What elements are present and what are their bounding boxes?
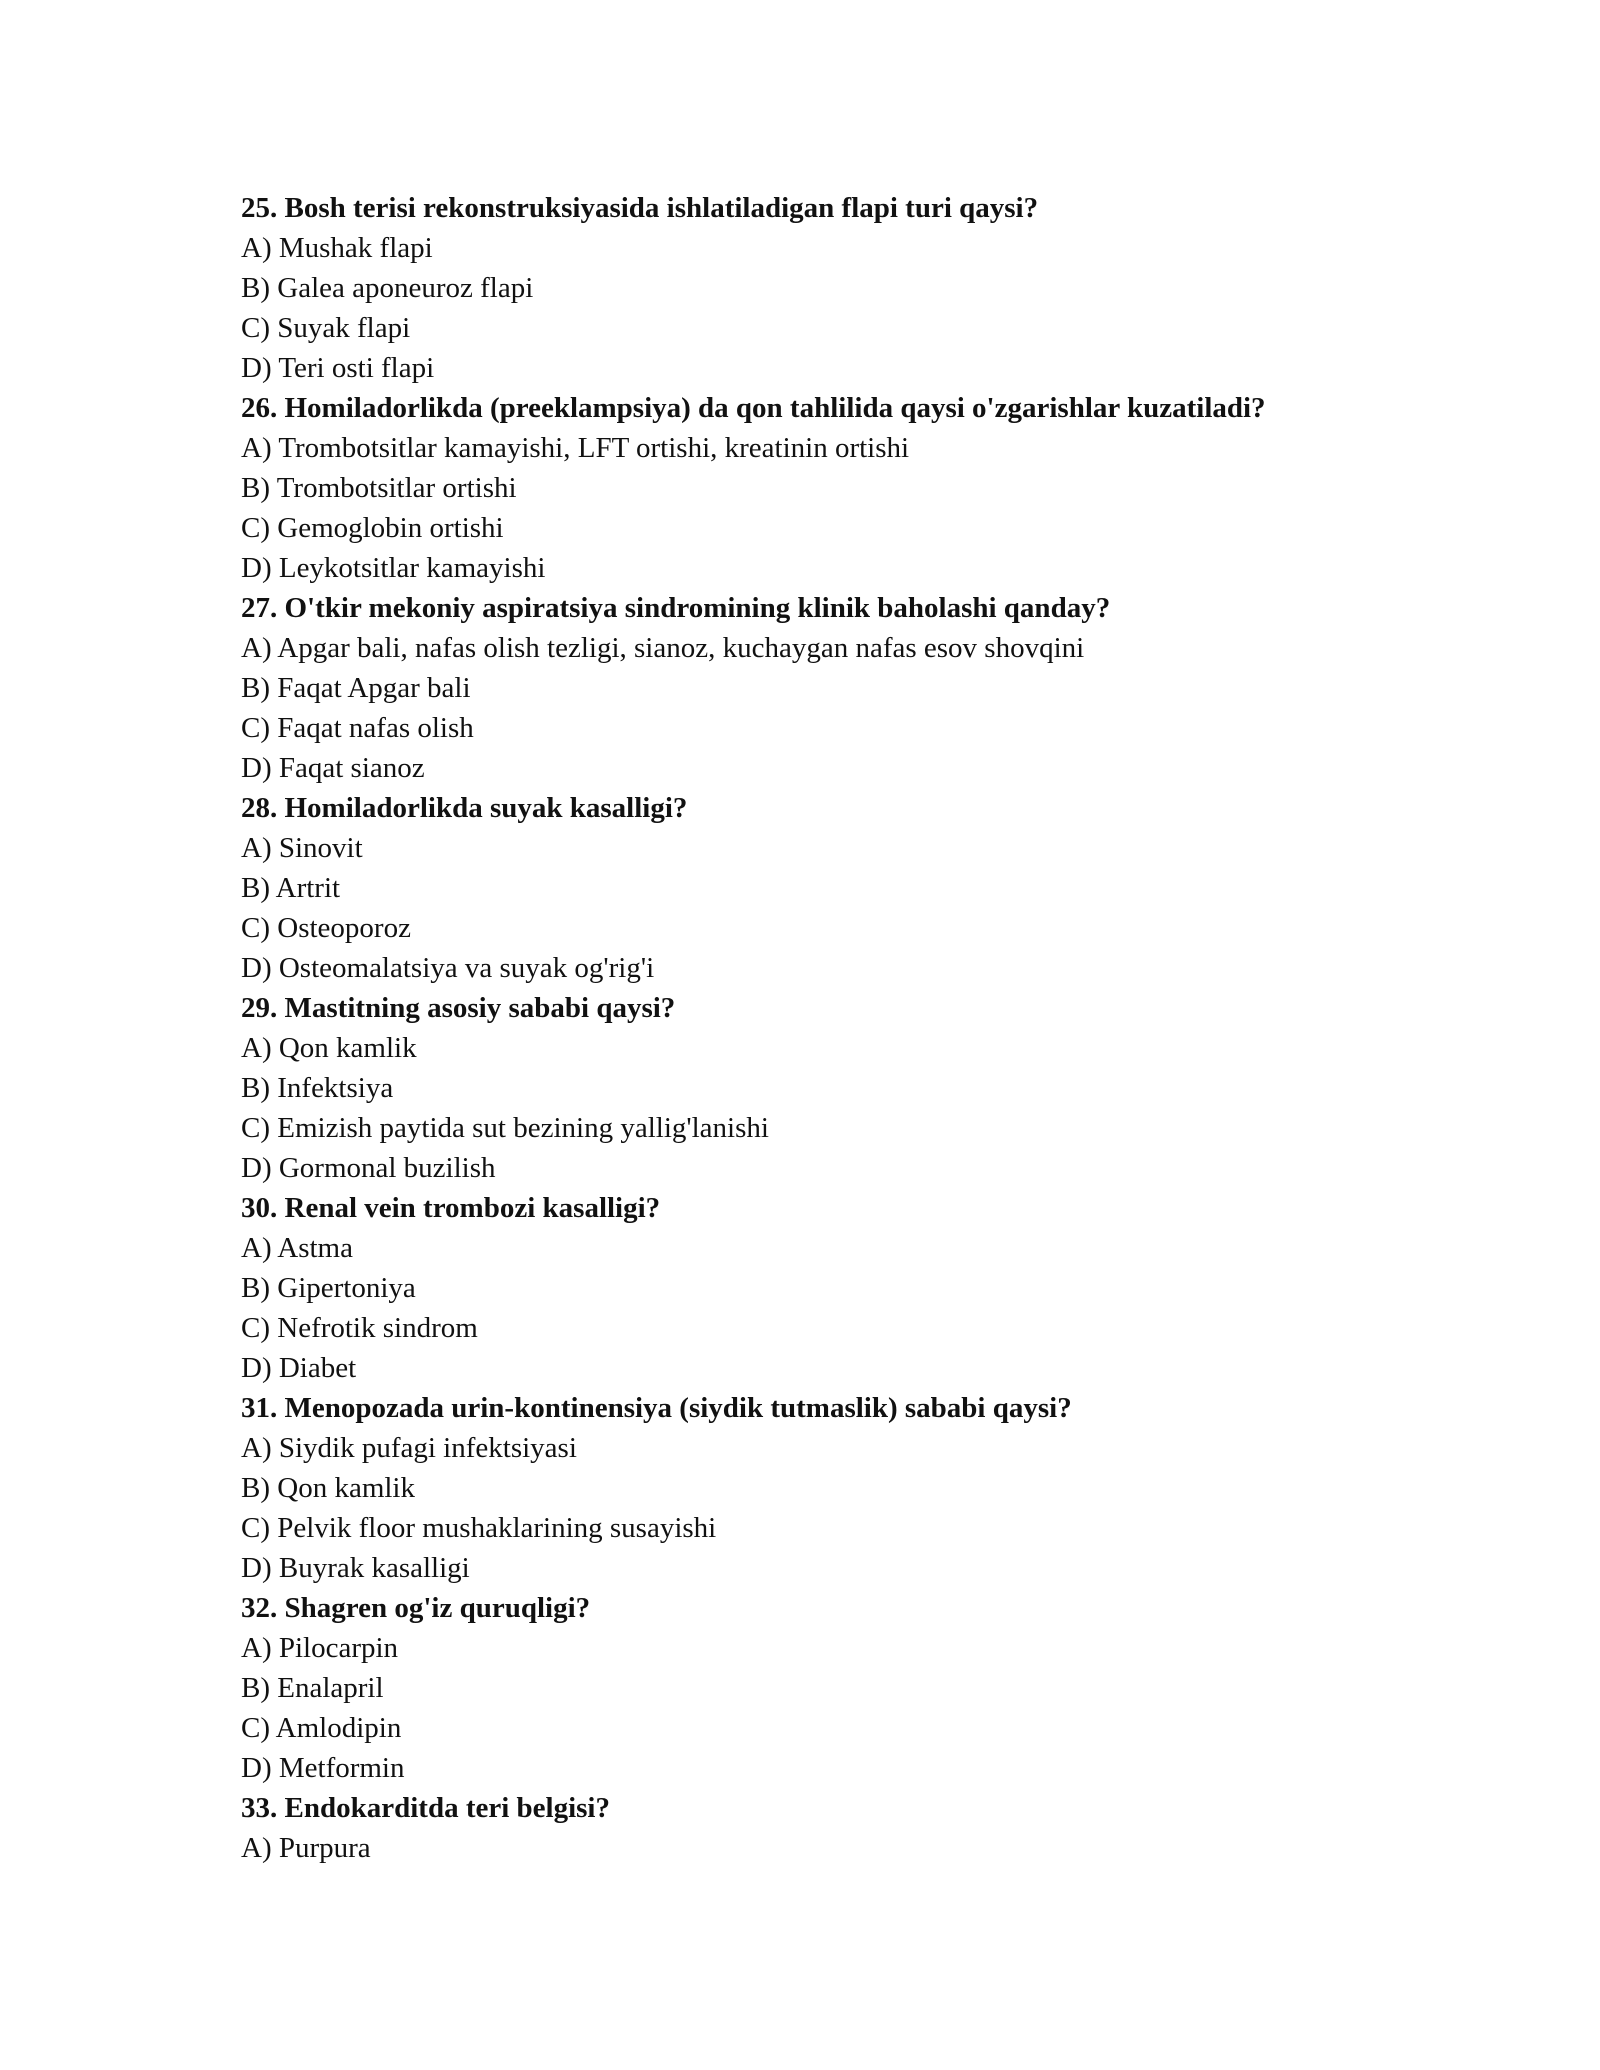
answer-option-a: A) Astma [241, 1232, 353, 1264]
answer-option-b: B) Gipertoniya [241, 1272, 416, 1304]
answer-option-d: D) Leykotsitlar kamayishi [241, 552, 546, 584]
answer-option-d: D) Gormonal buzilish [241, 1152, 496, 1184]
question-25 [241, 188, 1461, 388]
answer-option-c: C) Nefrotik sindrom [241, 1312, 478, 1344]
question-text: 33. Endokarditda teri belgisi? [241, 1792, 610, 1824]
answer-option-b: B) Enalapril [241, 1672, 384, 1704]
answer-option-b: B) Faqat Apgar bali [241, 672, 471, 704]
answer-option-c: C) Suyak flapi [241, 312, 411, 344]
question-28 [241, 788, 1461, 988]
answer-option-a: A) Qon kamlik [241, 1032, 417, 1064]
answer-option-b: B) Trombotsitlar ortishi [241, 472, 517, 504]
question-text: 26. Homiladorlikda (preeklampsiya) da qon tahlilida qaysi o'zgarishlar kuzatiladi? [241, 392, 1266, 424]
question-text: 25. Bosh terisi rekonstruksiyasida ishlatiladigan flapi turi qaysi? [241, 192, 1039, 224]
answer-option-a: A) Mushak flapi [241, 232, 433, 264]
answer-option-b: B) Artrit [241, 872, 341, 904]
question-33 [241, 1788, 1461, 1868]
answer-option-d: D) Osteomalatsiya va suyak og'rig'i [241, 952, 655, 984]
answer-option-c: C) Osteoporoz [241, 912, 411, 944]
answer-option-a: A) Trombotsitlar kamayishi, LFT ortishi, kreatinin ortishi [241, 432, 910, 464]
answer-option-a: A) Apgar bali, nafas olish tezligi, sianoz, kuchaygan nafas esov shovqini [241, 632, 1085, 664]
question-29 [241, 988, 1461, 1188]
answer-option-c: C) Pelvik floor mushaklarining susayishi [241, 1512, 717, 1544]
question-31 [241, 1388, 1461, 1588]
answer-option-d: D) Metformin [241, 1752, 405, 1784]
answer-option-a: A) Pilocarpin [241, 1632, 399, 1664]
question-text: 32. Shagren og'iz quruqligi? [241, 1592, 591, 1624]
answer-option-c: C) Gemoglobin ortishi [241, 512, 504, 544]
document-page [241, 188, 1461, 1868]
answer-option-b: B) Qon kamlik [241, 1472, 415, 1504]
question-text: 30. Renal vein trombozi kasalligi? [241, 1192, 661, 1224]
question-text: 28. Homiladorlikda suyak kasalligi? [241, 792, 688, 824]
answer-option-a: A) Sinovit [241, 832, 363, 864]
answer-option-c: C) Faqat nafas olish [241, 712, 474, 744]
question-32 [241, 1588, 1461, 1788]
question-text: 29. Mastitning asosiy sababi qaysi? [241, 992, 676, 1024]
answer-option-b: B) Infektsiya [241, 1072, 394, 1104]
question-26 [241, 388, 1461, 588]
question-27 [241, 588, 1461, 788]
answer-option-d: D) Buyrak kasalligi [241, 1552, 470, 1584]
answer-option-a: A) Siydik pufagi infektsiyasi [241, 1432, 577, 1464]
answer-option-c: C) Emizish paytida sut bezining yallig'lanishi [241, 1112, 769, 1144]
answer-option-d: D) Diabet [241, 1352, 357, 1384]
answer-option-b: B) Galea aponeuroz flapi [241, 272, 534, 304]
answer-option-a: A) Purpura [241, 1832, 371, 1864]
answer-option-d: D) Teri osti flapi [241, 352, 435, 384]
question-30 [241, 1188, 1461, 1388]
answer-option-d: D) Faqat sianoz [241, 752, 425, 784]
question-text: 31. Menopozada urin-kontinensiya (siydik tutmaslik) sababi qaysi? [241, 1392, 1072, 1424]
answer-option-c: C) Amlodipin [241, 1712, 402, 1744]
question-text: 27. O'tkir mekoniy aspiratsiya sindromining klinik baholashi qanday? [241, 592, 1111, 624]
